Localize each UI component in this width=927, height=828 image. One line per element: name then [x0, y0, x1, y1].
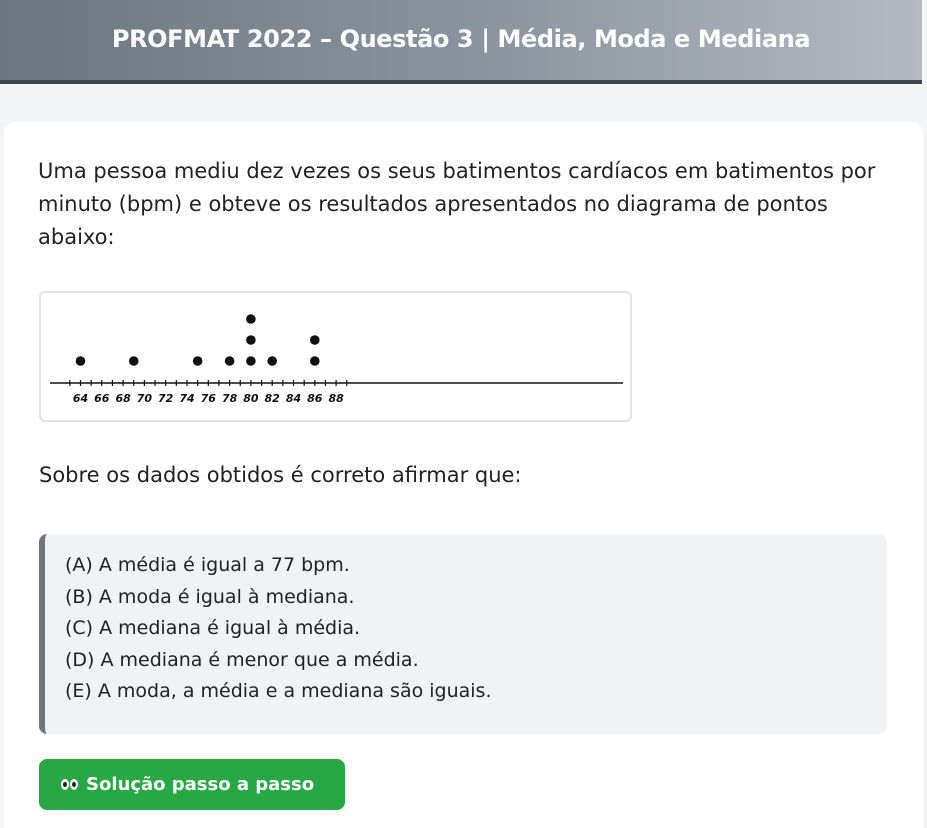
data-dot: [76, 356, 86, 366]
data-dot: [310, 356, 320, 366]
x-tick-label: 72: [158, 392, 174, 405]
x-tick-label: 84: [285, 392, 302, 405]
data-dot: [246, 356, 256, 366]
answer-options: [39, 534, 887, 734]
option-e: (E) A moda, a média e a mediana são iguais.: [65, 680, 492, 702]
option-b: (B) A moda é igual à mediana.: [65, 585, 355, 608]
x-tick-label: 74: [179, 392, 195, 405]
dot-plot: [39, 291, 632, 422]
option-d: (D) A mediana é menor que a média.: [65, 648, 419, 671]
x-tick-label: 66: [94, 392, 110, 405]
data-dot: [310, 335, 320, 345]
dot-plot-svg: [41, 293, 634, 424]
x-tick-label: 88: [328, 392, 344, 405]
solution-button[interactable]: [39, 759, 345, 810]
page-title: PROFMAT 2022 – Questão 3 | Média, Moda e Mediana: [111, 25, 811, 53]
option-a: (A) A média é igual a 77 bpm.: [65, 554, 350, 576]
option-c: (C) A mediana é igual à média.: [65, 617, 361, 639]
x-tick-label: 80: [243, 392, 259, 405]
x-tick-label: 86: [307, 392, 323, 405]
data-dot: [193, 356, 203, 366]
eyes-icon: [61, 779, 78, 790]
data-dot: [129, 356, 139, 366]
page-header: [0, 0, 922, 84]
solution-button-label: Solução passo a passo: [86, 774, 315, 795]
data-dot: [246, 335, 256, 345]
x-tick-label: 82: [264, 392, 280, 405]
question-prompt: Sobre os dados obtidos é correto afirmar que:: [39, 463, 522, 487]
x-tick-label: 76: [200, 392, 216, 405]
data-dot: [267, 356, 277, 366]
question-intro: Uma pessoa mediu dez vezes os seus batimentos cardíacos em batimentos por minuto (bpm) e obteve os resultados apresentados no diagrama de pontos abaixo:: [38, 159, 876, 249]
data-dot: [225, 356, 235, 366]
x-tick-label: 68: [115, 392, 131, 405]
x-tick-label: 70: [136, 392, 153, 405]
x-tick-label: 78: [221, 392, 238, 405]
data-dot: [246, 314, 256, 324]
x-tick-label: 64: [72, 392, 89, 405]
